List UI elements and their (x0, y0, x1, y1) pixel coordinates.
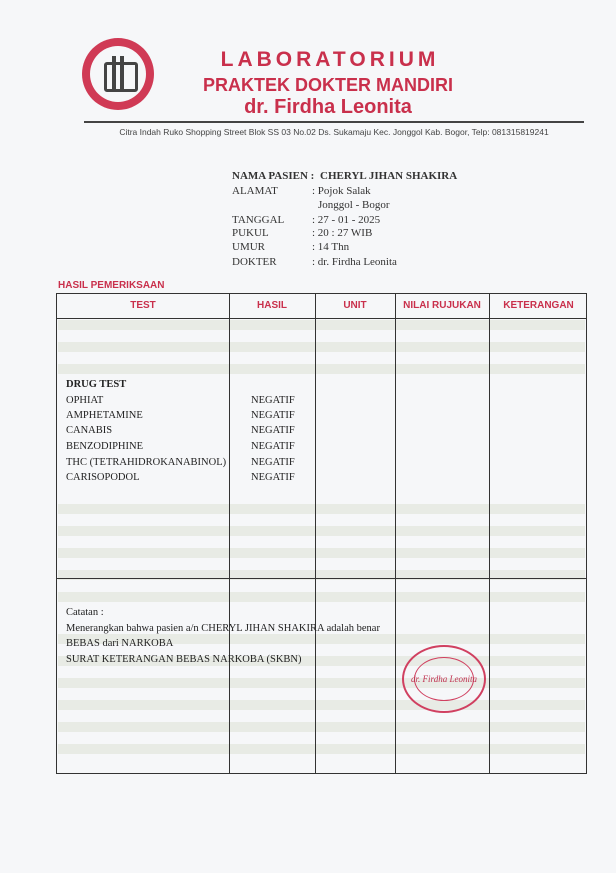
doctor-stamp (402, 645, 486, 713)
date-label: TANGGAL (232, 214, 285, 226)
doctor-value: : dr. Firdha Leonita (312, 256, 397, 268)
header-unit: UNIT (343, 300, 367, 311)
results-table (56, 293, 587, 774)
header-keterangan: KETERANGAN (503, 300, 574, 311)
table-row-result: NEGATIF (251, 410, 295, 421)
table-row-test: OPHIAT (66, 395, 104, 406)
notes-label: Catatan : (66, 607, 104, 618)
header-divider (84, 121, 584, 123)
notes-line1: Menerangkan bahwa pasien a/n CHERYL JIHAN SHAKIRA adalah benar (66, 623, 380, 634)
notes-line2: BEBAS dari NARKOBA (66, 638, 174, 649)
table-row-result: NEGATIF (251, 472, 295, 483)
age-value: : 14 Thn (312, 241, 350, 253)
header-hasil: HASIL (257, 300, 287, 311)
doctor-label: DOKTER (232, 256, 277, 268)
group-drug-test: DRUG TEST (66, 379, 127, 390)
table-row-result: NEGATIF (251, 457, 295, 468)
notes-line3: SURAT KETERANGAN BEBAS NARKOBA (SKBN) (66, 654, 302, 665)
table-row-test: CARISOPODOL (66, 472, 140, 483)
time-value: : 20 : 27 WIB (312, 227, 373, 239)
table-row-test: CANABIS (66, 425, 113, 436)
header-title: LABORATORIUM (220, 48, 440, 71)
table-row-test: BENZODIPHINE (66, 441, 143, 452)
stamp-signature: dr. Firdha Leonita (411, 674, 477, 684)
table-row-result: NEGATIF (251, 395, 295, 406)
address-line1: : Pojok Salak (312, 185, 371, 197)
results-section-title: HASIL PEMERIKSAAN (58, 280, 165, 291)
address-label: ALAMAT (232, 185, 278, 197)
table-row-test: AMPHETAMINE (66, 410, 143, 421)
table-row-test: THC (TETRAHIDROKANABINOL) (66, 457, 227, 468)
header-test: TEST (130, 300, 156, 311)
idi-logo (82, 38, 154, 110)
header-subtitle: PRAKTEK DOKTER MANDIRI (203, 75, 453, 95)
patient-name-label: NAMA PASIEN : (232, 170, 315, 182)
table-row-result: NEGATIF (251, 425, 295, 436)
header-doctor: dr. Firdha Leonita (244, 96, 412, 118)
age-label: UMUR (232, 241, 266, 253)
table-row-result: NEGATIF (251, 441, 295, 452)
time-label: PUKUL (232, 227, 269, 239)
header-nilai-rujukan: NILAI RUJUKAN (403, 300, 481, 311)
patient-name: CHERYL JIHAN SHAKIRA (320, 170, 458, 182)
address-line2: Jonggol - Bogor (318, 199, 390, 211)
date-value: : 27 - 01 - 2025 (312, 214, 381, 226)
header-address: Citra Indah Ruko Shopping Street Blok SS 03 No.02 Ds. Sukamaju Kec. Jonggol Kab. Bogor, Telp: 081315819241 (119, 127, 549, 137)
